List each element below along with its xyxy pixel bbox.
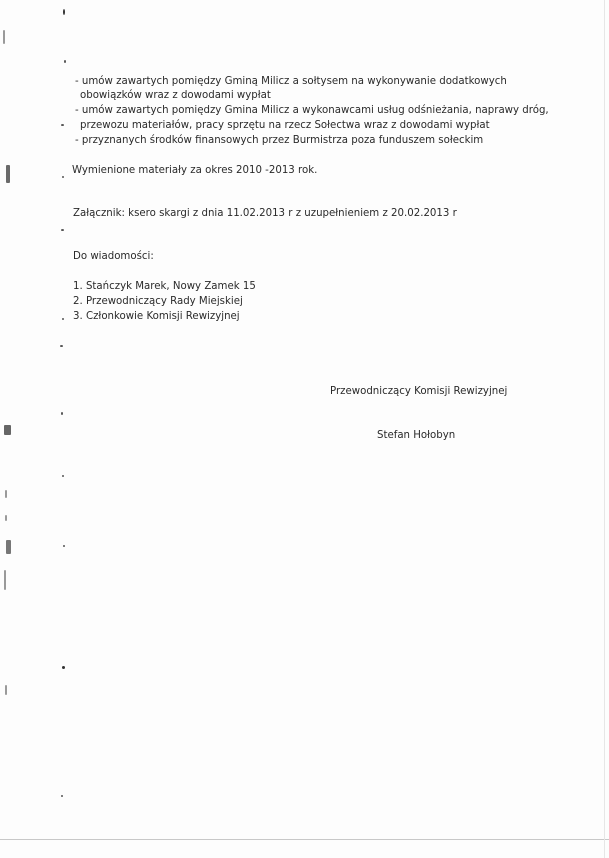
scan-edge-mark [3, 30, 5, 44]
scan-speck [61, 795, 63, 797]
attachment-note: Załącznik: ksero skargi z dnia 11.02.2013 r z uzupełnieniem z 20.02.2013 r [73, 208, 457, 219]
cc-heading: Do wiadomości: [73, 251, 154, 262]
scan-edge-mark [5, 490, 7, 498]
signature-name: Stefan Hołobyn [377, 430, 456, 441]
cc-item-2: 2. Przewodniczący Rady Miejskiej [73, 296, 243, 307]
list-item-1-line-2: obowiązków wraz z dowodami wypłat [80, 90, 271, 101]
scan-right-edge [604, 0, 605, 858]
scan-speck [60, 345, 63, 347]
scan-edge-mark [6, 540, 11, 554]
scan-speck [62, 176, 64, 178]
scan-speck [61, 229, 64, 231]
scan-speck [64, 60, 66, 63]
list-item-1-text: - umów zawartych pomiędzy Gminą Milicz a sołtysem na wykonywanie dodatkowych [75, 76, 507, 87]
cc-item-3: 3. Członkowie Komisji Rewizyjnej [73, 311, 240, 322]
scan-edge-mark [4, 425, 11, 435]
scan-speck [62, 475, 64, 477]
period-note: Wymienione materiały za okres 2010 -2013 rok. [72, 165, 318, 176]
list-item-2-line-1: - umów zawartych pomiędzy Gmina Milicz a wykonawcami usług odśnieżania, naprawy dróg, [75, 105, 549, 116]
scan-speck [61, 412, 63, 415]
scan-bottom-edge [0, 839, 609, 840]
scan-speck [62, 318, 64, 320]
list-item-1-line-1 [75, 75, 530, 88]
scan-edge-mark [5, 515, 7, 521]
scan-edge-mark [6, 165, 10, 183]
scan-speck [62, 666, 65, 669]
cc-item-1: 1. Stańczyk Marek, Nowy Zamek 15 [73, 281, 256, 292]
scan-edge-mark [5, 685, 7, 695]
scan-speck [63, 545, 65, 547]
signature-title: Przewodniczący Komisji Rewizyjnej [330, 386, 508, 397]
list-item-2-line-2: przewozu materiałów, pracy sprzętu na rzecz Sołectwa wraz z dowodami wypłat [80, 120, 490, 131]
scan-speck [61, 124, 64, 126]
scan-edge-mark [4, 570, 6, 590]
list-item-3-line-1: - przyznanych środków finansowych przez Burmistrza poza funduszem sołeckim [75, 135, 484, 146]
scan-speck [63, 9, 65, 15]
